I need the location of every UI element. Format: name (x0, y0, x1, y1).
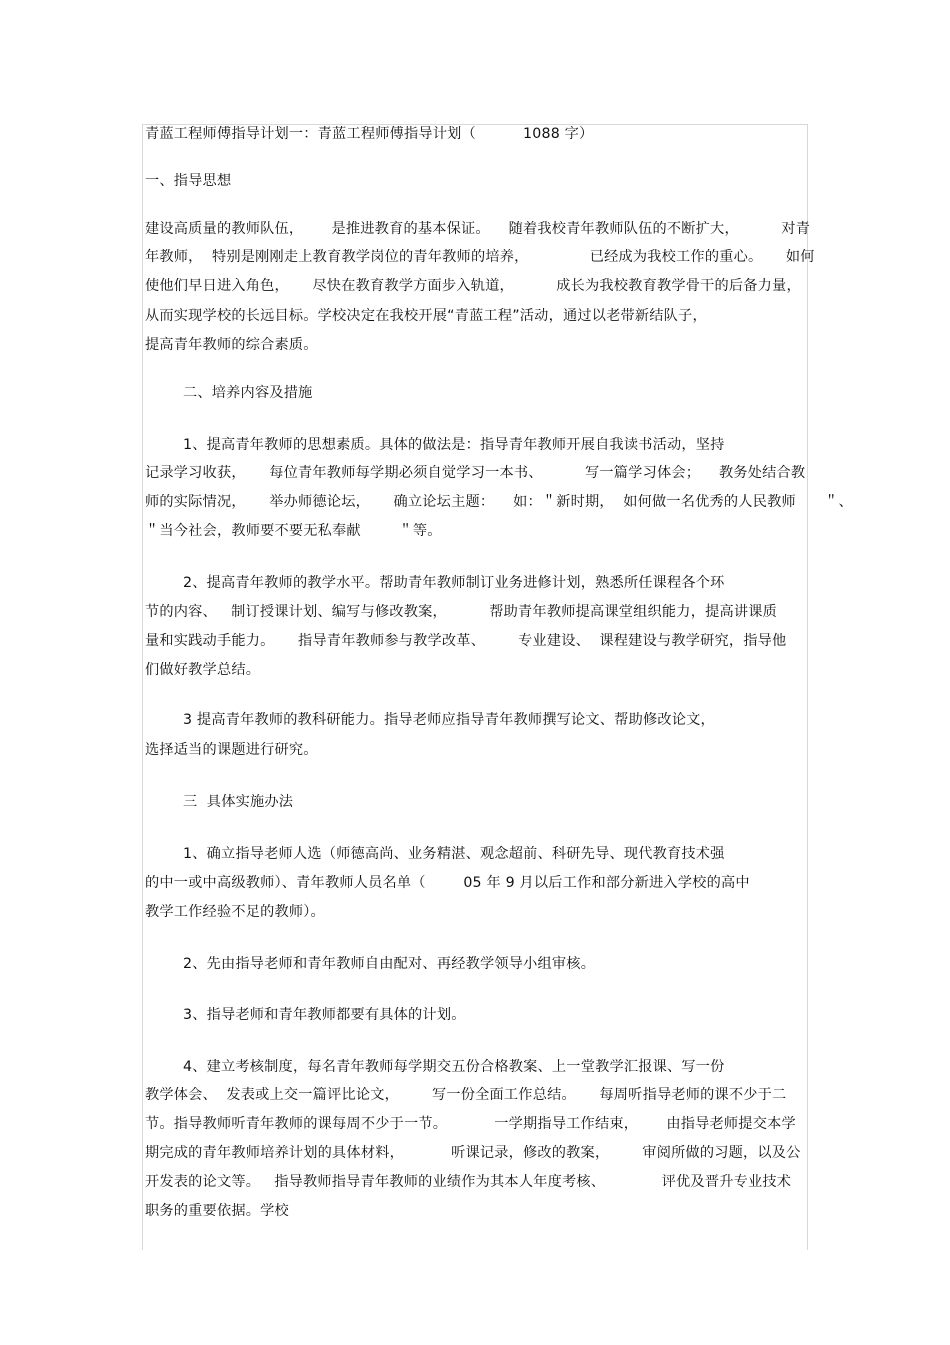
paragraph-line: 记录学习收获， 每位青年教师每学期必须自觉学习一本书、 写一篇学习体会； 教务处结合教 (145, 465, 806, 481)
paragraph-line: 量和实践动手能力。 指导青年教师参与教学改革、 专业建设、 课程建设与教学研究，指导他 (145, 633, 787, 649)
paragraph-line: 2、提高青年教师的教学水平。帮助青年教师制订业务进修计划，熟悉所任课程各个环 (183, 575, 725, 591)
paragraph-line: 年教师， 特别是刚刚走上教育教学岗位的青年教师的培养， 已经成为我校工作的重心。 如何 (145, 249, 815, 265)
paragraph-line: 从而实现学校的长远目标。学校决定在我校开展“青蓝工程”活动，通过以老带新结队子， (145, 308, 707, 324)
section-heading-2: 二、培养内容及措施 (183, 385, 313, 401)
document-title: 青蓝工程师傅指导计划一：青蓝工程师傅指导计划（ 1088 字） (145, 126, 594, 142)
paragraph-line: 教学工作经验不足的教师）。 (145, 904, 325, 920)
paragraph-line: ＂当今社会，教师要不要无私奉献 ＂等。 (145, 523, 442, 539)
paragraph-line: 提高青年教师的综合素质。 (145, 337, 318, 353)
paragraph-line: 的中一或中高级教师）、青年教师人员名单（ 05 年 9 月以后工作和部分新进入学校的高中 (145, 875, 750, 891)
paragraph-line: 们做好教学总结。 (145, 662, 261, 678)
paragraph-line: 4、建立考核制度，每名青年教师每学期交五份合格教案、上一堂教学汇报课、写一份 (183, 1059, 725, 1075)
paragraph-line: 职务的重要依据。学校 (145, 1203, 289, 1219)
paragraph-line: 使他们早日进入角色， 尽快在教育教学方面步入轨道， 成长为我校教育教学骨干的后备力量， (145, 278, 801, 294)
paragraph-line: 选择适当的课题进行研究。 (145, 742, 318, 758)
section-heading-1: 一、指导思想 (145, 173, 232, 189)
paragraph-line: 1、确立指导老师人选（师德高尚、业务精湛、观念超前、科研先导、现代教育技术强 (183, 846, 725, 862)
paragraph-line: 建设高质量的教师队伍， 是推进教育的基本保证。 随着我校青年教师队伍的不断扩大， 对青 (145, 221, 810, 237)
paragraph-line: 3、指导老师和青年教师都要有具体的计划。 (183, 1007, 466, 1023)
paragraph-line: 1、提高青年教师的思想素质。具体的做法是：指导青年教师开展自我读书活动，坚持 (183, 437, 725, 453)
paragraph-line: 3 提高青年教师的教科研能力。指导老师应指导青年教师撰写论文、帮助修改论文， (183, 712, 715, 728)
section-heading-3: 三 具体实施办法 (183, 794, 294, 810)
paragraph-line: 节的内容、 制订授课计划、编写与修改教案， 帮助青年教师提高课堂组织能力，提高讲课质 (145, 604, 778, 620)
paragraph-line: 开发表的论文等。 指导教师指导青年教师的业绩作为其本人年度考核、 评优及晋升专业技术 (145, 1174, 792, 1190)
paragraph-line: 节。指导教师听青年教师的课每周不少于一节。 一学期指导工作结束， 由指导老师提交本学 (145, 1116, 796, 1132)
paragraph-line: 教学体会、 发表或上交一篇评比论文， 写一份全面工作总结。 每周听指导老师的课不少于二 (145, 1087, 787, 1103)
paragraph-line: 2、先由指导老师和青年教师自由配对、再经教学领导小组审核。 (183, 956, 596, 972)
paragraph-line: 期完成的青年教师培养计划的具体材料， 听课记录，修改的教案， 审阅所做的习题，以及公 (145, 1145, 801, 1161)
paragraph-line: 师的实际情况， 举办师德论坛， 确立论坛主题： 如：＂新时期， 如何做一名优秀的人民教师 ＂、 (145, 494, 853, 510)
